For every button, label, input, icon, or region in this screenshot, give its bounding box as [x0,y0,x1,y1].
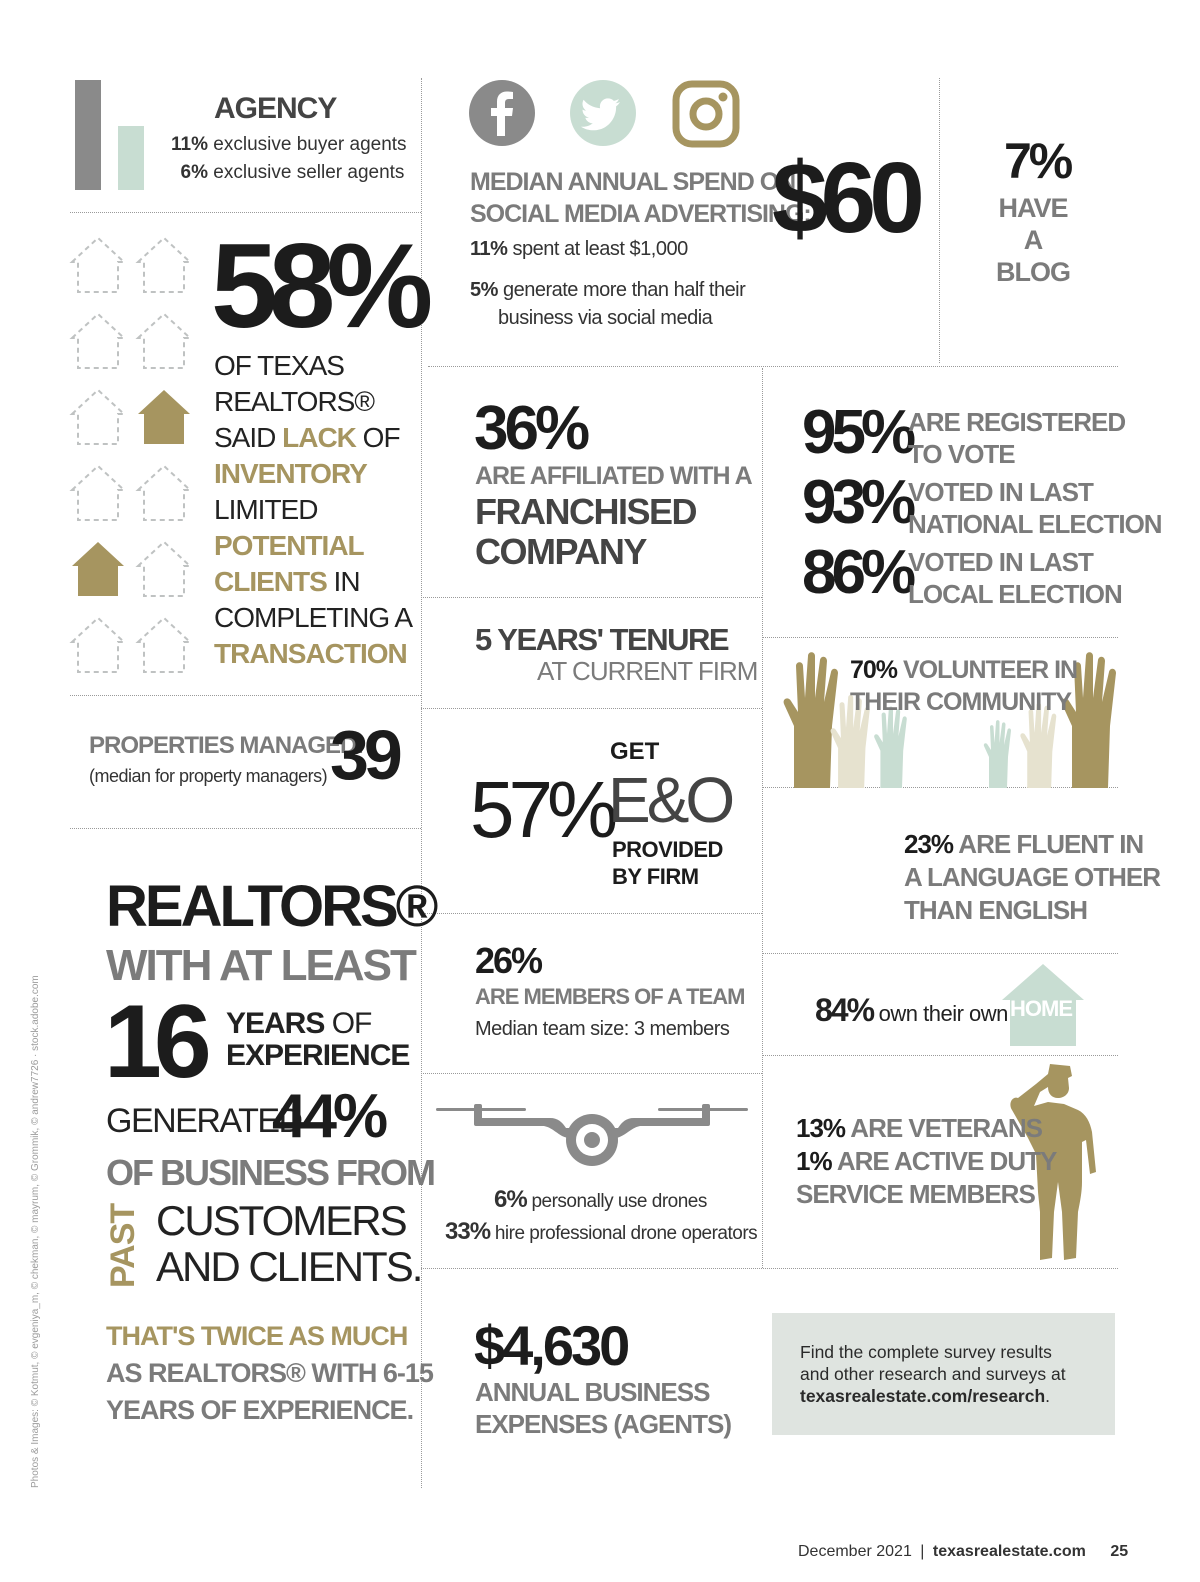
inventory-word: IN [326,566,360,597]
experience-as-line: AS REALTORS® WITH 6-15 [106,1358,433,1388]
house-filled-icon [72,542,124,596]
footer-date: December 2021 [798,1543,912,1560]
social-stat-2-pct: 5% [470,279,498,301]
column-divider-right [762,368,763,1268]
house-outline-icon [138,314,190,368]
social-heading [470,166,811,230]
column-divider-blog [939,78,940,363]
vote-pct: 93% [802,468,912,537]
team-pct: 26% [475,940,542,981]
house-icon-grid [66,232,198,680]
hand-icon [784,652,838,788]
active-duty-pct: 1% [796,1146,832,1176]
experience-twice [106,1318,433,1429]
vote-pct: 95% [802,398,912,467]
photo-credits: Photos & Images: © Kotmut, © evgeniya_m, © chekman, © mayrum, © Grommik, © andrew7726 · stock.adobe.com [30,975,41,1488]
inventory-text [214,348,412,672]
inventory-line: OF TEXAS [214,350,344,381]
agency-seller-pct: 6% [180,162,208,183]
inventory-line [214,420,412,456]
expenses-line: EXPENSES (AGENTS) [475,1409,732,1439]
house-outline-icon [72,314,124,368]
social-heading-line: MEDIAN ANNUAL SPEND ON [470,168,796,196]
inventory-line: COMPLETING A [214,602,413,633]
blog-line: A [1023,225,1043,255]
drones-stat-1-text: personally use drones [526,1191,707,1212]
drones-stat-2-text: hire professional drone operators [490,1223,758,1244]
agency-row-seller [168,162,404,184]
row-divider [762,953,1118,954]
tenure-title: 5 YEARS' TENURE [475,622,729,657]
instagram-icon [672,80,740,148]
social-stat-2 [470,276,745,332]
vote-label: VOTED IN LAST [908,547,1093,577]
row-divider [762,1055,1118,1056]
house-filled-icon [138,390,190,444]
house-outline-icon [72,238,124,292]
social-stat-1-text: spent at least $1,000 [507,238,688,260]
inventory-inventory: INVENTORY [214,458,367,489]
properties-value: 39 [330,716,398,794]
franchise-line: FRANCHISED [475,491,697,532]
vote-pct: 86% [802,538,912,607]
eo-line: PROVIDED [612,837,723,862]
experience-pct: 44% [272,1082,385,1151]
inventory-potential: POTENTIAL [214,530,364,561]
experience-ofbiz: OF BUSINESS FROM [106,1152,435,1193]
agency-buyer-label: exclusive buyer agents [213,134,407,155]
vote-label: VOTED IN LAST [908,477,1093,507]
experience-generated: GENERATED [106,1102,302,1140]
experience-clients [156,1198,421,1290]
research-text [800,1341,1066,1407]
row-divider [421,1268,1118,1269]
drones-stat-1-pct: 6% [494,1186,527,1213]
experience-customers: CUSTOMERS [156,1197,406,1244]
blog-pct: 7% [1004,133,1071,189]
experience-and-clients: AND CLIENTS. [156,1243,422,1290]
social-heading-line: SOCIAL MEDIA ADVERTISING: [470,200,811,228]
blog-line: BLOG [996,257,1070,287]
inventory-word: OF [355,422,400,453]
experience-years [226,1008,409,1071]
vote-label: TO VOTE [908,439,1015,469]
research-panel [772,1313,1115,1435]
research-period: . [1045,1386,1051,1406]
house-outline-icon [138,542,190,596]
experience-of-word: OF [324,1007,372,1040]
agency-title: AGENCY [214,92,337,125]
vote-label: NATIONAL ELECTION [908,509,1162,539]
experience-past: PAST [104,1203,142,1288]
row-divider [421,913,762,914]
footer-separator: | [920,1543,925,1560]
inventory-transaction: TRANSACTION [214,638,407,669]
home-pct: 84% [815,992,874,1028]
eo-word: E&O [608,764,732,836]
language-pct: 23% [904,829,954,859]
page-number: 25 [1110,1543,1129,1560]
veterans-text [796,1112,1056,1211]
research-line: and other research and surveys at [800,1364,1066,1384]
hand-icon [984,720,1011,788]
house-outline-icon [138,238,190,292]
hand-icon [874,707,907,788]
house-outline-icon [72,390,124,444]
house-outline-icon [138,466,190,520]
experience-yrs-line: YEARS OF EXPERIENCE. [106,1395,414,1425]
experience-with: WITH AT LEAST [106,941,415,990]
volunteer-text [850,654,1077,718]
research-link[interactable]: texasrealestate.com/research [800,1386,1046,1406]
social-stat-2-text: business via social media [498,307,713,329]
expenses-line: ANNUAL BUSINESS [475,1377,710,1407]
experience-realtors: REALTORS® [106,874,436,939]
drones-stat-1 [494,1186,707,1214]
vote-label: LOCAL ELECTION [908,579,1122,609]
expenses-label [475,1376,731,1440]
veterans-line: SERVICE MEMBERS [796,1179,1035,1209]
inventory-pct: 58% [211,219,425,353]
language-line: A LANGUAGE OTHER [904,862,1161,892]
home-word: HOME [1010,996,1072,1021]
footer-site[interactable]: texasrealestate.com [932,1543,1086,1560]
agency-seller-label: exclusive seller agents [213,162,405,183]
franchise-line1: ARE AFFILIATED WITH A [475,462,752,490]
row-divider [428,366,1118,367]
franchise-name [475,492,696,572]
tenure-sub: AT CURRENT FIRM [537,656,758,686]
home-text [815,992,1008,1029]
volunteer-line: VOLUNTEER IN [897,656,1078,684]
inventory-lack: LACK [282,422,356,453]
inventory-word: SAID [214,422,283,453]
language-line: THAN ENGLISH [904,895,1087,925]
row-divider [421,708,762,709]
home-caption: own their own [873,1001,1008,1026]
veterans-line: ARE VETERANS [845,1113,1043,1143]
social-stat-2-text: generate more than half their [497,279,746,301]
social-amount: $60 [772,142,918,254]
research-line: Find the complete survey results [800,1342,1052,1362]
team-label: ARE MEMBERS OF A TEAM [475,984,745,1009]
row-divider [421,597,762,598]
language-line: ARE FLUENT IN [953,829,1144,859]
volunteer-pct: 70% [850,656,898,684]
expenses-amount: $4,630 [474,1314,628,1377]
house-outline-icon [72,618,124,672]
blog-text [990,192,1076,288]
drones-stat-2 [445,1218,757,1246]
house-outline-icon [138,618,190,672]
drones-stat-2-pct: 33% [445,1218,491,1245]
experience-number: 16 [104,984,204,1100]
row-divider [70,828,421,829]
properties-label: PROPERTIES MANAGED: [89,732,364,759]
facebook-icon [469,80,535,146]
veterans-line: ARE ACTIVE DUTY [831,1146,1057,1176]
inventory-line: REALTORS® [214,386,374,417]
house-outline-icon [72,466,124,520]
inventory-line [214,564,412,600]
experience-word: EXPERIENCE [226,1038,410,1072]
vote-label: ARE REGISTERED [908,407,1126,437]
agency-buyer-pct: 11% [171,134,208,155]
agency-seller-bar [118,126,144,190]
agency-buyer-bar [75,80,101,190]
eo-pct: 57% [470,765,613,854]
eo-line: BY FIRM [612,864,699,889]
row-divider [762,637,1118,638]
footer [798,1543,1128,1561]
social-stat-1-pct: 11% [470,238,508,260]
twitter-icon [570,80,636,146]
eo-get: GET [610,738,660,765]
agency-row-buyer [168,134,407,156]
experience-twice-line: THAT'S TWICE AS MUCH [106,1321,408,1351]
team-size: Median team size: 3 members [475,1018,730,1040]
franchise-pct: 36% [474,394,587,463]
row-divider [70,212,421,213]
inventory-clients: CLIENTS [214,566,327,597]
experience-years-word: YEARS [226,1007,325,1040]
row-divider [70,695,421,696]
row-divider [421,1073,762,1074]
drone-icon [430,1096,754,1176]
blog-line: HAVE [998,193,1068,223]
social-stat-1 [470,238,688,261]
veterans-pct: 13% [796,1113,846,1143]
volunteer-line: THEIR COMMUNITY [850,688,1072,716]
properties-sub: (median for property managers) [89,766,328,786]
language-text [904,828,1160,927]
eo-provided [612,836,723,890]
franchise-line: COMPANY [475,531,646,572]
inventory-line: LIMITED [214,494,318,525]
